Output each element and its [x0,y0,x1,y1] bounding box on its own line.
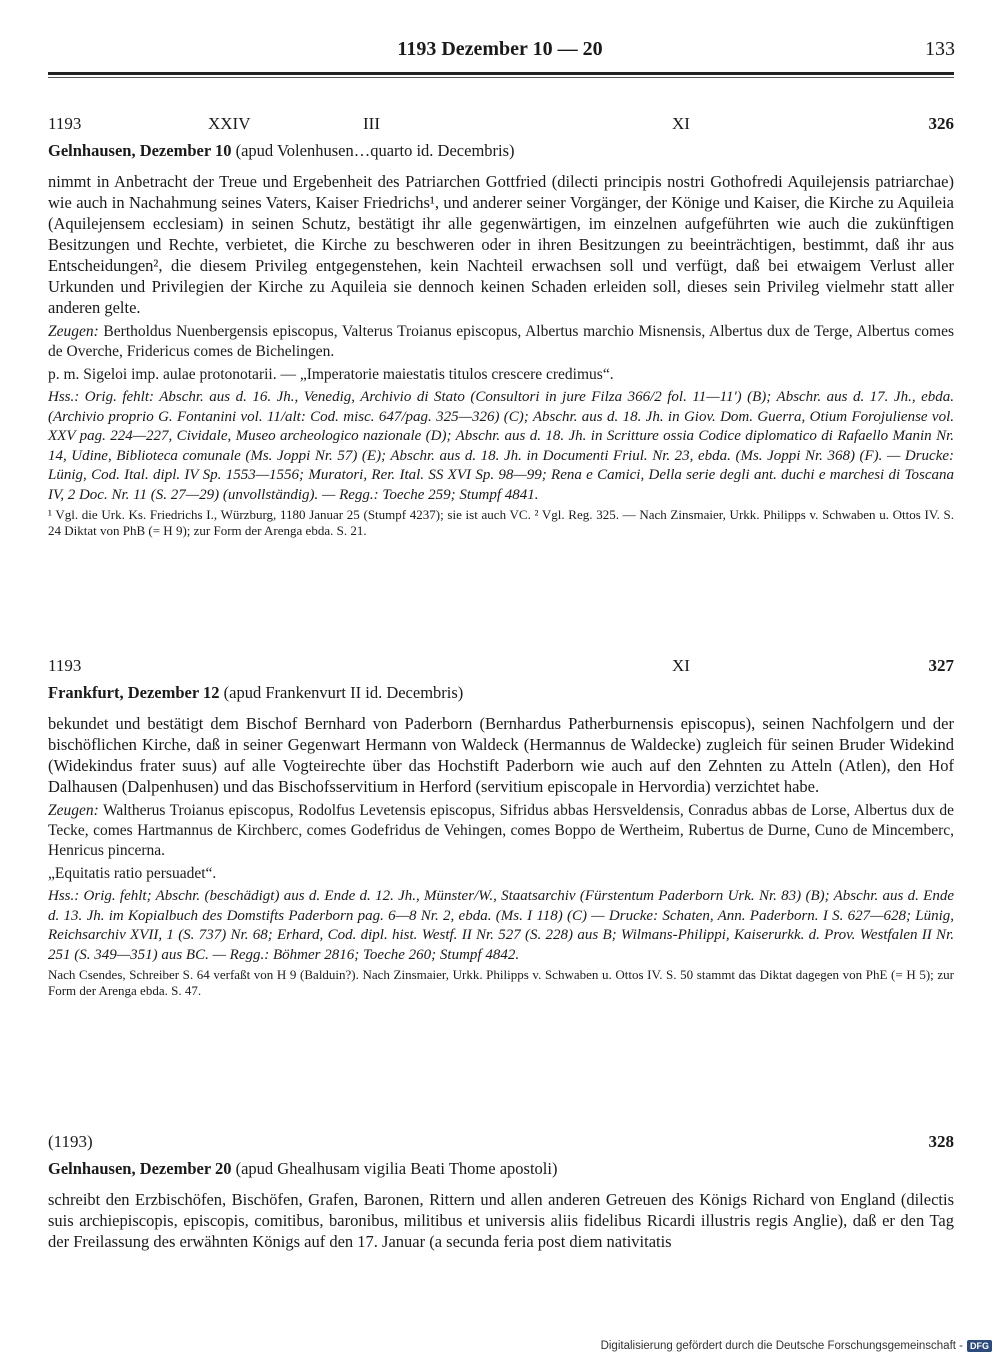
running-head [0,38,1000,66]
entry-epact: XI [672,656,690,675]
entry-indiction: XXIV [208,114,251,133]
entry-body: nimmt in Anbetracht der Treue und Ergebenheit des Patriarchen Gottfried (dilecti principis nostri Gothofredi Aquilejensis patriarchae) wie auch in Nachahmung seines Vaters, Kaiser Friedrichs¹, und anderer seiner Vorgänger, der Könige und Kaiser, die Kirche zu Aquileia (Aquilejensem ecclesiam) in seinen Schutz, bestätigt ihr alle gegenwärtigen, im einzelnen aufgeführten wie auch die zukünftigen Besitzungen und Rechte, verbietet, die Kirche zu beschweren oder in ihren Besitzungen zu beeinträchtigen, bestimmt, daß ihr aus Entscheidungen², die diesem Privileg entgegenstehen, kein Nachteil erwachsen soll und verfügt, daß bei etwaigem Verlust aller Urkunden und Privilegien der Kirche zu Aquileia sie dennoch keinen Schaden erleiden soll, dieses sein Privileg vielmehr statt aller anderen gelte. [48,172,954,317]
place-date-bold: Frankfurt, Dezember 12 [48,683,220,702]
entry-notes: ¹ Vgl. die Urk. Ks. Friedrichs I., Würzburg, 1180 Januar 25 (Stumpf 4237); sie ist auch VC. ² Vgl. Reg. 325. — Nach Zinsmaier, Urkk. Philipps v. Schwaben u. Ottos IV. S. 24 Diktat von PhB (= H 9); zur Form der Arenga ebda. S. 21. [48,507,954,538]
entry-epact: XI [672,114,690,133]
entry-notes: Nach Csendes, Schreiber S. 64 verfaßt von H 9 (Balduin?). Nach Zinsmaier, Urkk. Philipps v. Schwaben u. Ottos IV. S. 50 stammt das Diktat dagegen von PhE (= H 5); zur Form der Arenga ebda. S. 47. [48,967,954,998]
footer-text: Digitalisierung gefördert durch die Deutsche Forschungsgemeinschaft - [600,1340,963,1352]
place-date-bold: Gelnhausen, Dezember 20 [48,1159,232,1178]
regest-entry-326 [48,114,954,539]
regest-entry-327 [48,656,954,999]
running-head-title: 1193 Dezember 10 — 20 [397,38,603,60]
entry-witnesses [48,801,954,861]
header-rule [48,72,954,75]
entry-header [48,656,954,680]
page-number: 133 [925,38,955,60]
header-rule-thin [48,77,954,78]
entry-protocol: „Equitatis ratio persuadet“. [48,865,217,882]
entry-manuscripts: Hss.: Orig. fehlt; Abschr. (beschädigt) aus d. Ende d. 12. Jh., Münster/W., Staatsarchiv (Fürstentum Paderborn Urk. Nr. 83) (B); Abschr. aus d. Ende d. 13. Jh. im Kopialbuch des Domstifts Paderborn pag. 6—8 Nr. 2, ebda. (Ms. I 118) (C) — Drucke: Schaten, Ann. Paderborn. I S. 627—628; Lünig, Reichsarchiv XVII, 1 (S. 737) Nr. 68; Erhard, Cod. dipl. hist. Westf. II Nr. 527 (S. 228) aus B; Wilmans-Philippi, Kaiserurkk. d. Prov. Westfalen II Nr. 251 (S. 349—351) aus BC. — Regg.: Böhmer 2816; Toeche 260; Stumpf 4842. [48,888,954,963]
entry-year: 1193 [48,114,82,133]
place-date-latin: (apud Frankenvurt II id. Decembris) [219,683,464,702]
dfg-logo-icon: DFG [967,1340,992,1352]
entry-place-date [48,682,954,704]
entry-place-date [48,140,954,162]
entry-number: 326 [928,114,954,133]
entry-manuscripts: Hss.: Orig. fehlt: Abschr. aus d. 16. Jh., Venedig, Archivio di Stato (Consultori in jure Filza 366/2 fol. 11—11') (B); Abschr. aus d. 17. Jh., ebda. (Archivio proprio G. Fontanini vol. 11/alt: Cod. misc. 647/pag. 325—326) (C); Abschr. aus d. 18. Jh. in Giov. Dom. Guerra, Otium Forojuliense vol. XXV pag. 224—227, Cividale, Museo archeologico nazionale (D); Abschr. aus d. 18. Jh. in Scritture ossia Codice diplomatico di Rafaello Manin Nr. 14, Udine, Biblioteca comunale (Ms. Joppi Nr. 57) (E); Abschr. aus d. 18. Jh. in Documenti Friul. Nr. 23, ebda. (Ms. Joppi Nr. 368) (F). — Drucke: Lünig, Cod. Ital. dipl. IV Sp. 1553—1556; Muratori, Rer. Ital. SS XVI Sp. 98—99; Rena e Camici, Della serie degli ant. duchi e marchesi di Toscana IV, 2 Doc. Nr. 11 (S. 27—29) (unvollständig). — Regg.: Toeche 259; Stumpf 4841. [48,389,954,503]
digitization-footer [601,1340,992,1352]
entry-number: 328 [928,1132,954,1151]
witnesses-text: Bertholdus Nuenbergensis episcopus, Valterus Troianus episcopus, Albertus marchio Misnensis, Albertus dux de Terge, Albertus comes de Overche, Fridericus comes de Bichelingen. [48,323,954,360]
entry-year: (1193) [48,1132,93,1151]
entry-witnesses [48,322,954,362]
entry-year: 1193 [48,656,82,675]
entry-header [48,114,954,138]
witnesses-label: Zeugen: [48,802,99,819]
regest-entry-328 [48,1132,954,1252]
place-date-latin: (apud Ghealhusam vigilia Beati Thome apostoli) [231,1159,558,1178]
entry-regnal-year: III [363,114,380,133]
entry-number: 327 [928,656,954,675]
entry-place-date [48,1158,954,1180]
entry-body: schreibt den Erzbischöfen, Bischöfen, Grafen, Baronen, Rittern und allen anderen Getreuen des Königs Richard von England (dilectis suis archiepiscopis, episcopis, comitibus, baronibus, militibus et universis aliis fidelibus Ricardi illustris regis Anglie), daß er den Tag der Freilassung des erwähnten Königs auf den 17. Januar (a secunda feria post diem nativitatis [48,1190,954,1251]
entry-header [48,1132,954,1156]
witnesses-label: Zeugen: [48,323,99,340]
place-date-latin: (apud Volenhusen…quarto id. Decembris) [231,141,515,160]
entry-body: bekundet und bestätigt dem Bischof Bernhard von Paderborn (Bernhardus Patherburnensis episcopus), seinen Nachfolgern und der bischöflichen Kirche, daß in seiner Gegenwart Hermann von Waldeck (Hermannus de Waldecke) zugleich für seinen Bruder Widekind (Widekindus frater suus) auf alle Vogteirechte über das Hochstift Paderborn wie auch auf den Zehnten zu Atteln (Atlen), den Hof Dalhausen (Dalpenhusen) und das Bischofsservitium in Herford (servitium episcopale in Hervordia) verzichtet habe. [48,714,954,796]
witnesses-text: Waltherus Troianus episcopus, Rodolfus Levetensis episcopus, Sifridus abbas Hersveldensis, Conradus abbas de Lorse, Albertus dux de Tecke, comes Hartmannus de Kirchberc, comes Godefridus de Vehingen, comes Boppo de Wertheim, Rubertus de Durne, Cuno de Mincemberc, Henricus pincerna. [48,802,954,859]
place-date-bold: Gelnhausen, Dezember 10 [48,141,232,160]
entry-protocol: p. m. Sigeloi imp. aulae protonotarii. — „Imperatorie maiestatis titulos crescere credimus“. [48,366,614,383]
